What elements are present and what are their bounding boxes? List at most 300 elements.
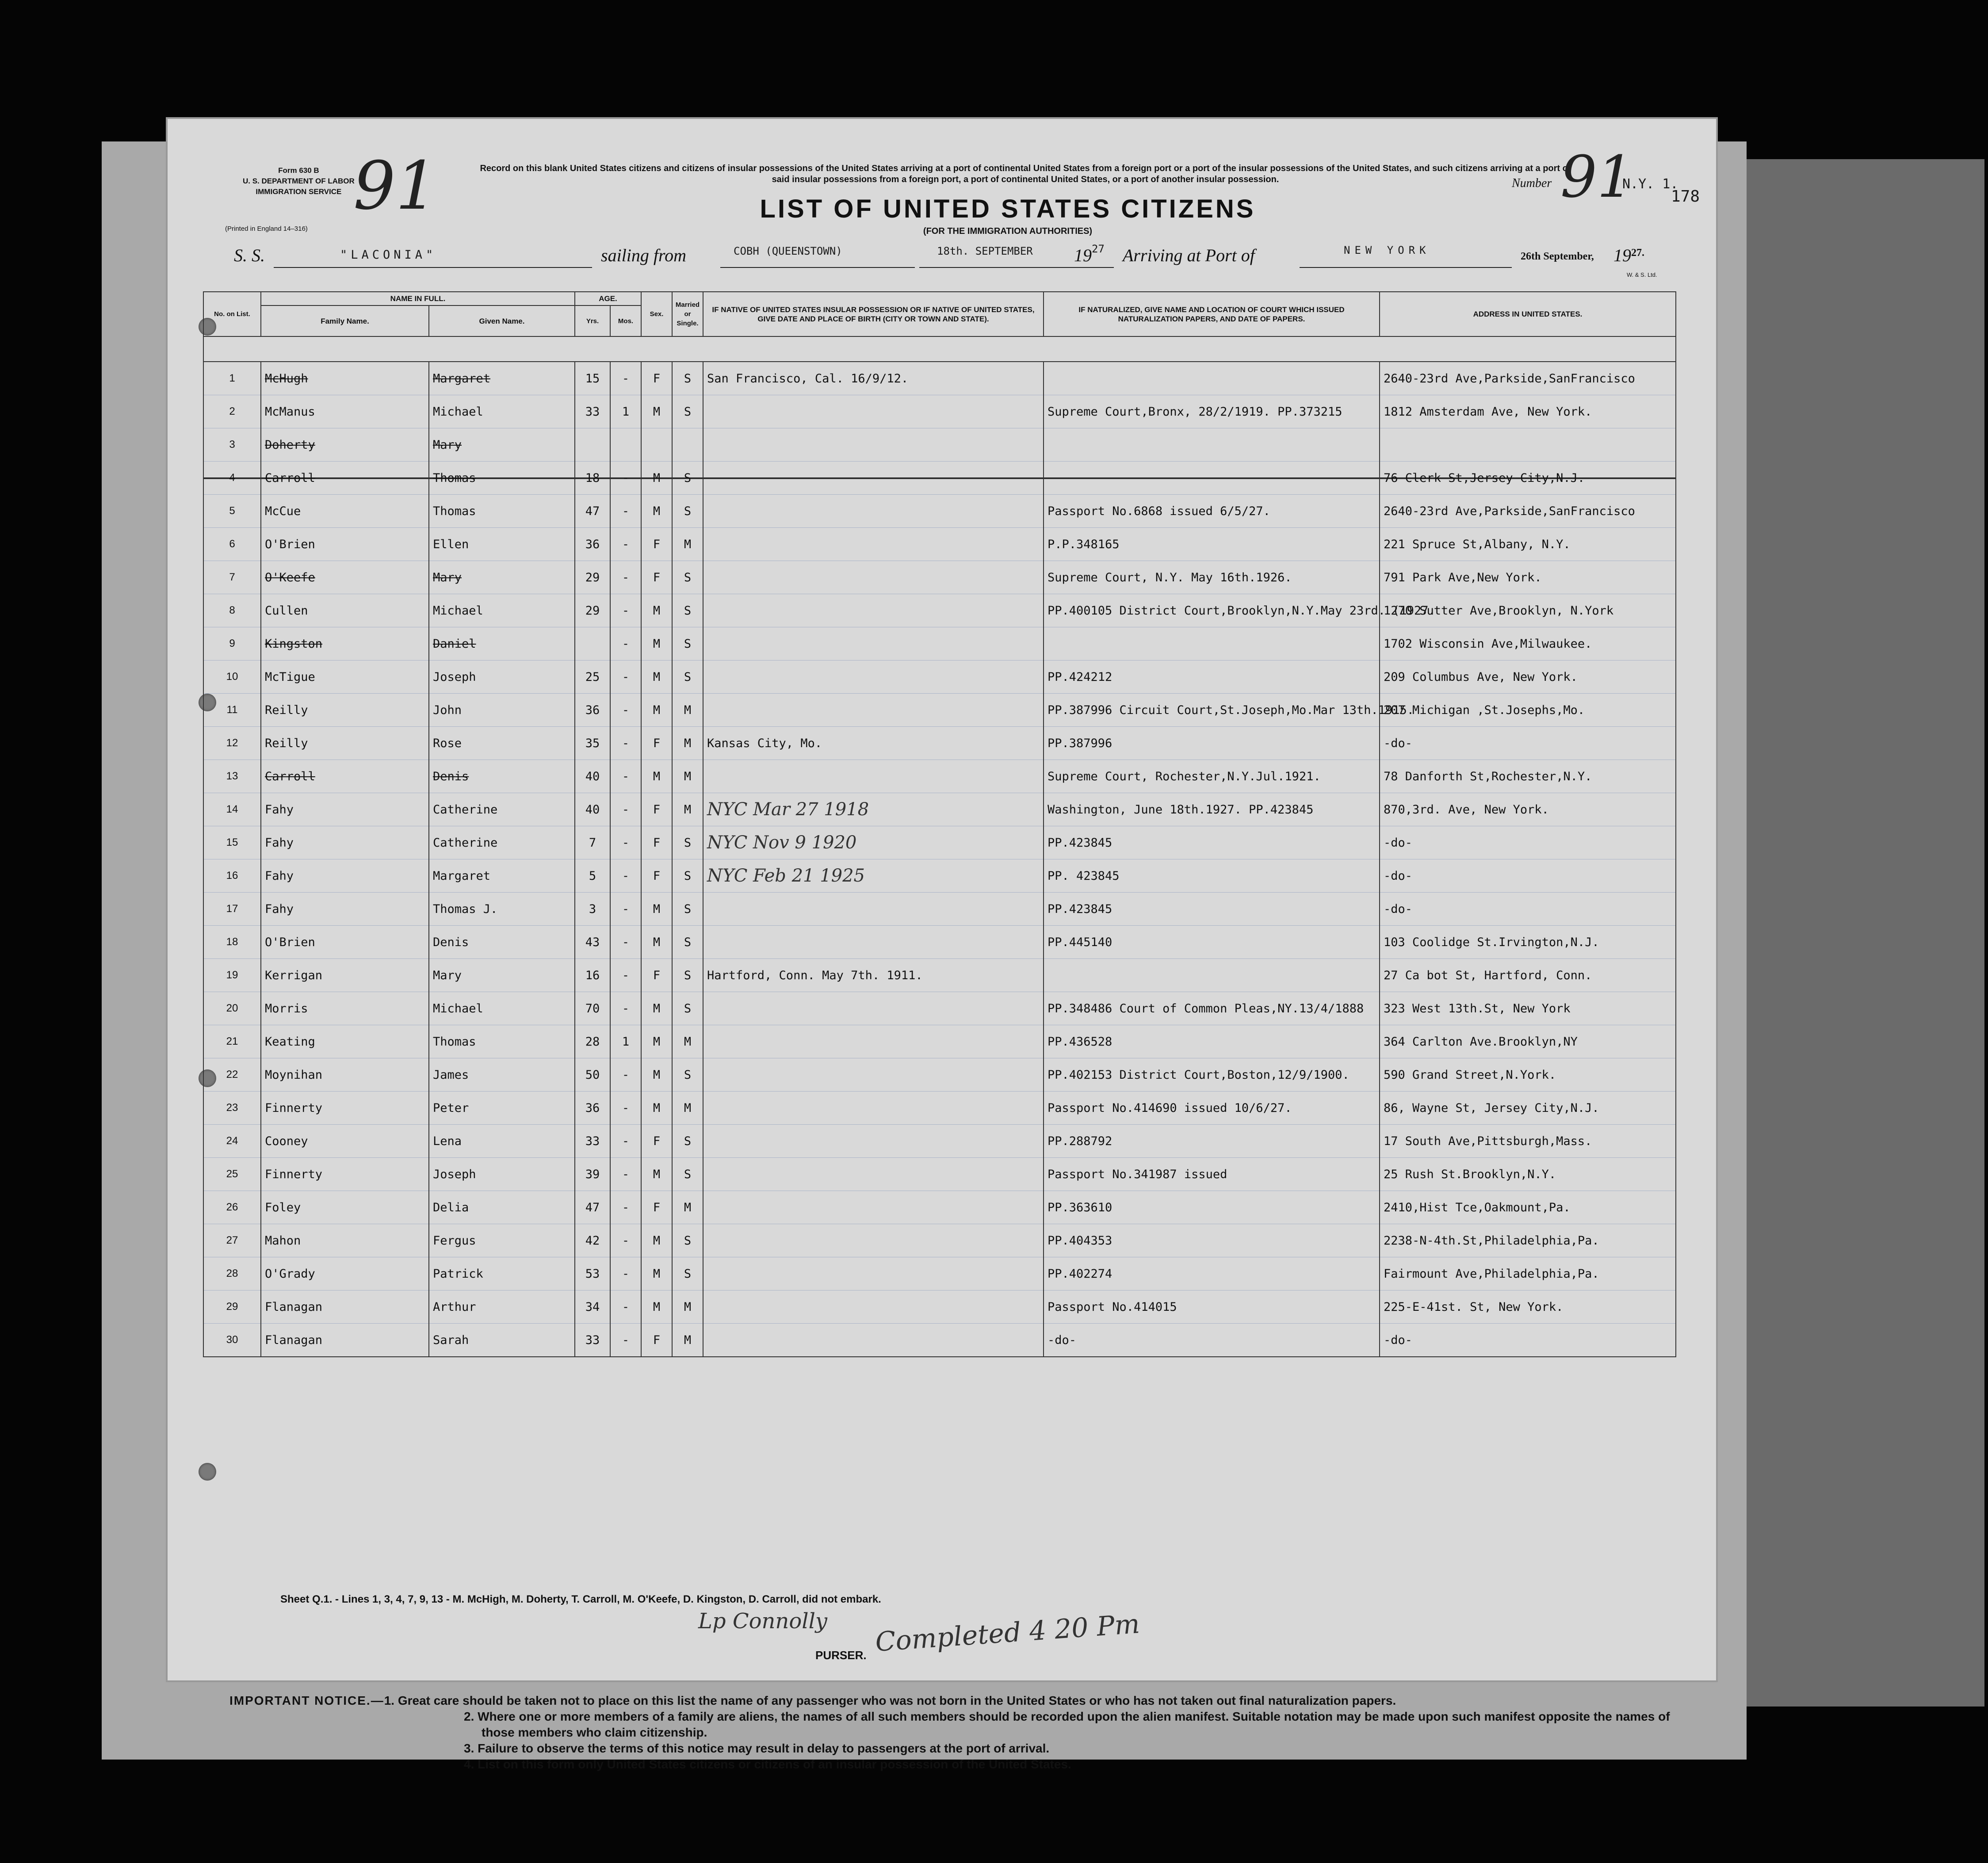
address-cell: 2410,Hist Tce,Oakmount,Pa. <box>1380 1191 1676 1224</box>
form-number: Form 630 B <box>278 166 319 175</box>
age-months-cell: - <box>610 826 641 859</box>
age-months-cell: - <box>610 926 641 959</box>
age-years-cell: 16 <box>575 959 610 992</box>
arriving-label: Arriving at Port of <box>1123 245 1255 265</box>
given-name-cell: Thomas J. <box>429 893 575 926</box>
given-name-cell: Lena <box>429 1125 575 1158</box>
col-address: ADDRESS IN UNITED STATES. <box>1380 292 1676 336</box>
birth-place-cell: San Francisco, Cal. 16/9/12. <box>703 362 1044 395</box>
address-cell: -do- <box>1380 727 1676 760</box>
table-row <box>203 1025 1676 1058</box>
marital-status-cell: M <box>672 1324 703 1357</box>
family-name-cell: Foley <box>261 1191 429 1224</box>
age-months-cell: - <box>610 1158 641 1191</box>
row-number-cell: 14 <box>203 793 261 826</box>
service-name: IMMIGRATION SERVICE <box>256 187 342 196</box>
arrival-year: 27. <box>1631 247 1644 259</box>
naturalization-cell: PP.423845 <box>1044 826 1380 859</box>
purser-label: PURSER. <box>815 1649 867 1662</box>
table-row <box>203 660 1676 694</box>
family-name-cell: Morris <box>261 992 429 1025</box>
family-name-cell: Mahon <box>261 1224 429 1257</box>
row-number-cell: 19 <box>203 959 261 992</box>
naturalization-cell: PP.387996 <box>1044 727 1380 760</box>
given-name-cell: Catherine <box>429 826 575 859</box>
table-row <box>203 561 1676 594</box>
page-stamp: 178 <box>1671 187 1700 206</box>
passenger-rows <box>203 362 1676 1357</box>
naturalization-cell: PP.363610 <box>1044 1191 1380 1224</box>
age-years-cell: 53 <box>575 1257 610 1290</box>
sex-cell: M <box>641 627 672 660</box>
given-name-cell: John <box>429 694 575 727</box>
arrival-date: 26th September, <box>1521 251 1594 262</box>
age-years-cell: 34 <box>575 1290 610 1324</box>
row-number-cell: 13 <box>203 760 261 793</box>
address-cell: -do- <box>1380 1324 1676 1357</box>
sex-cell: M <box>641 1092 672 1125</box>
age-years-cell: 25 <box>575 660 610 694</box>
table-row <box>203 1125 1676 1158</box>
marital-status-cell: S <box>672 395 703 428</box>
marital-status-cell: S <box>672 594 703 627</box>
birth-place-cell <box>703 1025 1044 1058</box>
printed-note: (Printed in England 14–316) <box>225 225 308 233</box>
age-months-cell: - <box>610 594 641 627</box>
age-months-cell: - <box>610 528 641 561</box>
marital-status-cell: S <box>672 1158 703 1191</box>
col-given-name: Given Name. <box>429 305 575 336</box>
marital-status-cell: M <box>672 793 703 826</box>
family-name-cell: O'Brien <box>261 528 429 561</box>
row-number-cell: 29 <box>203 1290 261 1324</box>
row-number-cell: 11 <box>203 694 261 727</box>
marital-status-cell: S <box>672 462 703 495</box>
address-cell: 103 Coolidge St.Irvington,N.J. <box>1380 926 1676 959</box>
birth-place-cell <box>703 992 1044 1025</box>
sex-cell: M <box>641 926 672 959</box>
given-name-cell: Delia <box>429 1191 575 1224</box>
age-months-cell: - <box>610 495 641 528</box>
age-years-cell: 29 <box>575 594 610 627</box>
sex-cell: M <box>641 1224 672 1257</box>
age-years-cell: 43 <box>575 926 610 959</box>
family-name-cell: McCue <box>261 495 429 528</box>
naturalization-cell: PP.402153 District Court,Boston,12/9/1900. <box>1044 1058 1380 1092</box>
sail-year-prefix: 19 <box>1074 245 1092 265</box>
family-name-cell: Finnerty <box>261 1092 429 1125</box>
age-months-cell: - <box>610 362 641 395</box>
age-years-cell: 33 <box>575 1324 610 1357</box>
row-number-cell: 10 <box>203 660 261 694</box>
table-row <box>203 1058 1676 1092</box>
age-months-cell: 1 <box>610 395 641 428</box>
given-name-cell: Fergus <box>429 1224 575 1257</box>
sex-cell: F <box>641 1125 672 1158</box>
row-number-cell: 28 <box>203 1257 261 1290</box>
row-number-cell: 16 <box>203 859 261 893</box>
col-family-name: Family Name. <box>261 305 429 336</box>
naturalization-cell: P.P.348165 <box>1044 528 1380 561</box>
age-months-cell: - <box>610 893 641 926</box>
marital-status-cell: S <box>672 1058 703 1092</box>
backing-sheet <box>1707 159 1984 1706</box>
address-cell: 221 Spruce St,Albany, N.Y. <box>1380 528 1676 561</box>
marital-status-cell: S <box>672 495 703 528</box>
age-years-cell: 33 <box>575 1125 610 1158</box>
naturalization-cell <box>1044 959 1380 992</box>
birth-place-cell: NYC Mar 27 1918 <box>703 793 1044 826</box>
table-row <box>203 1324 1676 1357</box>
age-years-cell <box>575 627 610 660</box>
age-years-cell: 47 <box>575 495 610 528</box>
age-years-cell: 70 <box>575 992 610 1025</box>
table-row <box>203 859 1676 893</box>
col-married-single: Married or Single. <box>672 292 703 336</box>
naturalization-cell: PP.402274 <box>1044 1257 1380 1290</box>
table-row <box>203 1191 1676 1224</box>
age-months-cell: - <box>610 1290 641 1324</box>
naturalization-cell: Washington, June 18th.1927. PP.423845 <box>1044 793 1380 826</box>
row-number-cell: 22 <box>203 1058 261 1092</box>
number-label: Number <box>1512 176 1552 190</box>
age-months-cell: - <box>610 561 641 594</box>
age-months-cell: - <box>610 727 641 760</box>
binder-hole <box>199 1463 216 1481</box>
age-months-cell: - <box>610 1191 641 1224</box>
sex-cell: F <box>641 793 672 826</box>
table-row <box>203 926 1676 959</box>
row-number-cell: 20 <box>203 992 261 1025</box>
naturalization-cell: PP.436528 <box>1044 1025 1380 1058</box>
age-months-cell: - <box>610 462 641 495</box>
marital-status-cell: M <box>672 1025 703 1058</box>
row-number-cell: 6 <box>203 528 261 561</box>
address-cell: 25 Rush St.Brooklyn,N.Y. <box>1380 1158 1676 1191</box>
address-cell: 870,3rd. Ave, New York. <box>1380 793 1676 826</box>
given-name-cell: Patrick <box>429 1257 575 1290</box>
row-number-cell: 2 <box>203 395 261 428</box>
naturalization-cell: Supreme Court,Bronx, 28/2/1919. PP.373215 <box>1044 395 1380 428</box>
table-row <box>203 362 1676 395</box>
given-name-cell: Michael <box>429 992 575 1025</box>
table-row <box>203 1257 1676 1290</box>
row-number-cell: 18 <box>203 926 261 959</box>
arrival-year-prefix: 19 <box>1613 245 1631 265</box>
table-row <box>203 893 1676 926</box>
age-years-cell: 28 <box>575 1025 610 1058</box>
handwritten-page-number: 91 <box>353 148 438 225</box>
birth-place-cell <box>703 893 1044 926</box>
col-no: No. on List. <box>203 292 261 336</box>
birth-place-cell <box>703 660 1044 694</box>
birth-place-cell <box>703 694 1044 727</box>
given-name-cell: James <box>429 1058 575 1092</box>
manifest-page <box>166 117 1718 1771</box>
sex-cell: M <box>641 893 672 926</box>
age-years-cell: 5 <box>575 859 610 893</box>
naturalization-cell: Supreme Court, Rochester,N.Y.Jul.1921. <box>1044 760 1380 793</box>
birth-place-cell: NYC Feb 21 1925 <box>703 859 1044 893</box>
row-number-cell: 27 <box>203 1224 261 1257</box>
marital-status-cell: S <box>672 561 703 594</box>
given-name-cell: Mary <box>429 959 575 992</box>
birth-place-cell: NYC Nov 9 1920 <box>703 826 1044 859</box>
sex-cell: M <box>641 992 672 1025</box>
age-months-cell: - <box>610 1224 641 1257</box>
given-name-cell: Margaret <box>429 859 575 893</box>
given-name-cell: Michael <box>429 594 575 627</box>
given-name-cell: Peter <box>429 1092 575 1125</box>
table-row <box>203 826 1676 859</box>
marital-status-cell: M <box>672 1290 703 1324</box>
birth-place-cell <box>703 1290 1044 1324</box>
col-age: AGE. <box>575 292 641 305</box>
age-months-cell: - <box>610 627 641 660</box>
table-row <box>203 1092 1676 1125</box>
sex-cell: M <box>641 694 672 727</box>
sex-cell: M <box>641 1158 672 1191</box>
address-cell <box>1380 428 1676 462</box>
sex-cell: F <box>641 859 672 893</box>
family-name-cell: Reilly <box>261 727 429 760</box>
naturalization-cell: PP.288792 <box>1044 1125 1380 1158</box>
marital-status-cell: S <box>672 826 703 859</box>
age-years-cell: 29 <box>575 561 610 594</box>
marital-status-cell: S <box>672 893 703 926</box>
given-name-cell: Ellen <box>429 528 575 561</box>
table-row <box>203 727 1676 760</box>
marital-status-cell: M <box>672 528 703 561</box>
sex-cell: F <box>641 1191 672 1224</box>
table-row <box>203 528 1676 561</box>
department-name: U. S. DEPARTMENT OF LABOR <box>243 177 355 185</box>
family-name-cell: McTigue <box>261 660 429 694</box>
age-years-cell: 50 <box>575 1058 610 1092</box>
row-number-cell: 3 <box>203 428 261 462</box>
form-title: LIST OF UNITED STATES CITIZENS <box>760 195 1256 223</box>
age-years-cell: 36 <box>575 1092 610 1125</box>
age-months-cell: - <box>610 859 641 893</box>
col-sex: Sex. <box>641 292 672 336</box>
given-name-cell: Rose <box>429 727 575 760</box>
sex-cell: M <box>641 760 672 793</box>
address-cell: 78 Danforth St,Rochester,N.Y. <box>1380 760 1676 793</box>
family-name-cell: Carroll <box>261 760 429 793</box>
row-number-cell: 24 <box>203 1125 261 1158</box>
sheet-note: Sheet Q.1. - Lines 1, 3, 4, 7, 9, 13 - M. McHigh, M. Doherty, T. Carroll, M. O'Keefe, D. Kingston, D. Carroll, did not embark. <box>280 1593 881 1605</box>
sex-cell: M <box>641 462 672 495</box>
address-cell: -do- <box>1380 893 1676 926</box>
address-cell: 2640-23rd Ave,Parkside,SanFrancisco <box>1380 362 1676 395</box>
table-row <box>203 462 1676 495</box>
family-name-cell: Cullen <box>261 594 429 627</box>
birth-place-cell <box>703 395 1044 428</box>
birth-place-cell <box>703 528 1044 561</box>
birth-place-cell <box>703 561 1044 594</box>
from-port: COBH (QUEENSTOWN) <box>734 245 842 257</box>
sex-cell: F <box>641 561 672 594</box>
col-naturalized: IF NATURALIZED, GIVE NAME AND LOCATION OF COURT WHICH ISSUED NATURALIZATION PAPERS, AND DATE OF PAPERS. <box>1044 292 1380 336</box>
sex-cell: F <box>641 528 672 561</box>
address-cell: -do- <box>1380 859 1676 893</box>
sex-cell: M <box>641 395 672 428</box>
sex-cell: M <box>641 660 672 694</box>
table-row <box>203 1224 1676 1257</box>
given-name-cell: Sarah <box>429 1324 575 1357</box>
birth-place-cell <box>703 627 1044 660</box>
sex-cell: M <box>641 594 672 627</box>
address-cell: 207 Michigan ,St.Josephs,Mo. <box>1380 694 1676 727</box>
given-name-cell: Margaret <box>429 362 575 395</box>
row-number-cell: 8 <box>203 594 261 627</box>
given-name-cell: Joseph <box>429 660 575 694</box>
form-identifier <box>243 165 355 197</box>
given-name-cell: Mary <box>429 561 575 594</box>
given-name-cell: Joseph <box>429 1158 575 1191</box>
given-name-cell: Thomas <box>429 1025 575 1058</box>
row-number-cell: 23 <box>203 1092 261 1125</box>
address-cell: 17 South Ave,Pittsburgh,Mass. <box>1380 1125 1676 1158</box>
birth-place-cell: Hartford, Conn. May 7th. 1911. <box>703 959 1044 992</box>
age-months-cell: - <box>610 1257 641 1290</box>
naturalization-cell: PP.348486 Court of Common Pleas,NY.13/4/1888 <box>1044 992 1380 1025</box>
family-name-cell: Flanagan <box>261 1290 429 1324</box>
marital-status-cell: M <box>672 727 703 760</box>
row-number-cell: 9 <box>203 627 261 660</box>
age-years-cell: 33 <box>575 395 610 428</box>
age-months-cell: - <box>610 1058 641 1092</box>
sex-cell: M <box>641 1257 672 1290</box>
address-cell: 364 Carlton Ave.Brooklyn,NY <box>1380 1025 1676 1058</box>
marital-status-cell: M <box>672 694 703 727</box>
naturalization-cell: PP.387996 Circuit Court,St.Joseph,Mo.Mar 13th.1915. <box>1044 694 1380 727</box>
naturalization-cell: PP.404353 <box>1044 1224 1380 1257</box>
marital-status-cell: S <box>672 1125 703 1158</box>
given-name-cell: Catherine <box>429 793 575 826</box>
age-months-cell: - <box>610 1092 641 1125</box>
age-years-cell: 36 <box>575 528 610 561</box>
birth-place-cell <box>703 1224 1044 1257</box>
address-cell: 2238-N-4th.St,Philadelphia,Pa. <box>1380 1224 1676 1257</box>
birth-place-cell <box>703 1125 1044 1158</box>
family-name-cell: Keating <box>261 1025 429 1058</box>
given-name-cell: Thomas <box>429 462 575 495</box>
family-name-cell: Carroll <box>261 462 429 495</box>
age-months-cell <box>610 428 641 462</box>
address-cell: 27 Ca bot St, Hartford, Conn. <box>1380 959 1676 992</box>
age-months-cell: 1 <box>610 1025 641 1058</box>
table-row <box>203 627 1676 660</box>
family-name-cell: McManus <box>261 395 429 428</box>
birth-place-cell <box>703 462 1044 495</box>
given-name-cell: Thomas <box>429 495 575 528</box>
family-name-cell: O'Keefe <box>261 561 429 594</box>
age-years-cell: 15 <box>575 362 610 395</box>
marital-status-cell: S <box>672 1257 703 1290</box>
age-months-cell: - <box>610 793 641 826</box>
sex-cell: F <box>641 1324 672 1357</box>
family-name-cell: Moynihan <box>261 1058 429 1092</box>
sail-date: 18th. SEPTEMBER <box>937 245 1033 257</box>
col-native: IF NATIVE OF UNITED STATES INSULAR POSSESSION OR IF NATIVE OF UNITED STATES, GIVE DATE AND PLACE OF BIRTH (CITY OR TOWN AND STATE). <box>703 292 1044 336</box>
age-years-cell: 39 <box>575 1158 610 1191</box>
marital-status-cell: M <box>672 1191 703 1224</box>
table-row <box>203 694 1676 727</box>
address-cell: Fairmount Ave,Philadelphia,Pa. <box>1380 1257 1676 1290</box>
naturalization-cell <box>1044 362 1380 395</box>
age-months-cell: - <box>610 694 641 727</box>
sex-cell: F <box>641 826 672 859</box>
address-cell: 1812 Amsterdam Ave, New York. <box>1380 395 1676 428</box>
notice-item-2: 2. Where one or more members of a family are aliens, the names of all such members should be recorded upon the alien manifest. Suitable notation may be made upon such manifest opposite the names of those members who claim citizenship. <box>464 1710 1670 1739</box>
given-name-cell: Michael <box>429 395 575 428</box>
row-number-cell: 25 <box>203 1158 261 1191</box>
marital-status-cell: S <box>672 1224 703 1257</box>
age-months-cell: - <box>610 1125 641 1158</box>
age-years-cell: 42 <box>575 1224 610 1257</box>
col-yrs: Yrs. <box>575 305 610 336</box>
naturalization-cell: PP.400105 District Court,Brooklyn,N.Y.May 23rd. (1927. <box>1044 594 1380 627</box>
table-row <box>203 1158 1676 1191</box>
address-cell: 225-E-41st. St, New York. <box>1380 1290 1676 1324</box>
notice-heading: IMPORTANT NOTICE.— <box>229 1694 384 1707</box>
sex-cell: M <box>641 1058 672 1092</box>
row-number-cell: 21 <box>203 1025 261 1058</box>
form-subtitle: (FOR THE IMMIGRATION AUTHORITIES) <box>923 226 1093 236</box>
marital-status-cell: S <box>672 660 703 694</box>
row-number-cell: 1 <box>203 362 261 395</box>
family-name-cell: Fahy <box>261 826 429 859</box>
address-cell: 590 Grand Street,N.York. <box>1380 1058 1676 1092</box>
naturalization-cell: -do- <box>1044 1324 1380 1357</box>
marital-status-cell: S <box>672 362 703 395</box>
age-months-cell: - <box>610 660 641 694</box>
table-row <box>203 428 1676 462</box>
table-row <box>203 495 1676 528</box>
birth-place-cell <box>703 1058 1044 1092</box>
address-cell: 76 Clerk St,Jersey City,N.J. <box>1380 462 1676 495</box>
birth-place-cell: Kansas City, Mo. <box>703 727 1044 760</box>
age-years-cell: 3 <box>575 893 610 926</box>
naturalization-cell: Supreme Court, N.Y. May 16th.1926. <box>1044 561 1380 594</box>
birth-place-cell <box>703 1257 1044 1290</box>
family-name-cell: McHugh <box>261 362 429 395</box>
ss-label: S. S. <box>234 245 265 265</box>
table-row <box>203 793 1676 826</box>
marital-status-cell: S <box>672 627 703 660</box>
birth-place-cell <box>703 760 1044 793</box>
handwritten-number: 91 <box>1560 143 1634 210</box>
naturalization-cell: Passport No.341987 issued <box>1044 1158 1380 1191</box>
printer-mark: W. & S. Ltd. <box>1627 271 1657 278</box>
notice-item-3: 3. Failure to observe the terms of this notice may result in delay to passengers at the port of arrival. <box>464 1741 1050 1755</box>
age-years-cell: 18 <box>575 462 610 495</box>
birth-place-cell <box>703 1324 1044 1357</box>
age-years-cell: 35 <box>575 727 610 760</box>
row-number-cell: 26 <box>203 1191 261 1224</box>
birth-place-cell <box>703 926 1044 959</box>
notice-item-1: 1. Great care should be taken not to place on this list the name of any passenger who was not born in the United States or who has not taken out final naturalization papers. <box>384 1694 1396 1707</box>
family-name-cell: Fahy <box>261 893 429 926</box>
table-row <box>203 760 1676 793</box>
family-name-cell: Flanagan <box>261 1324 429 1357</box>
family-name-cell: Reilly <box>261 694 429 727</box>
row-number-cell: 5 <box>203 495 261 528</box>
marital-status-cell <box>672 428 703 462</box>
birth-place-cell <box>703 495 1044 528</box>
arrival-port: NEW YORK <box>1344 244 1430 256</box>
